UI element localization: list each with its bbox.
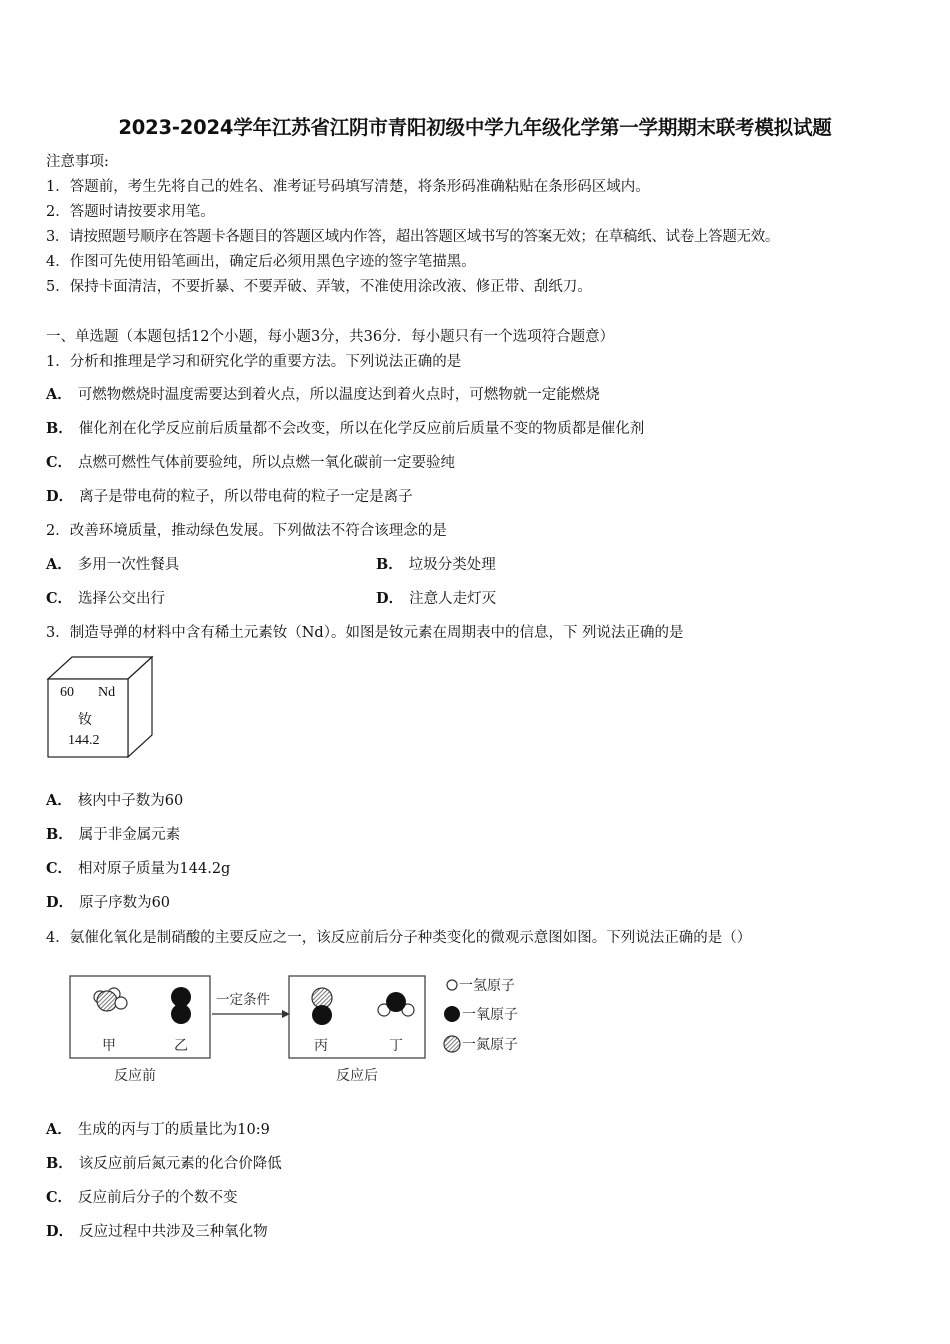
q4-option-c: C． 反应前后分子的个数不变 [46, 1189, 238, 1206]
q4-option-b: B． 该反应前后氮元素的化合价降低 [46, 1155, 282, 1172]
q2-option-c: C． 选择公交出行 [46, 590, 166, 607]
q1-option-d: D． 离子是带电荷的粒子，所以带电荷的粒子一定是离子 [46, 488, 413, 505]
q1-option-c: C． 点燃可燃性气体前要验纯，所以点燃一氧化碳前一定要验纯 [46, 454, 456, 471]
element-name: 钕 [78, 712, 92, 728]
q3-option-c: C． 相对原子质量为144.2g [46, 860, 231, 877]
notice-item: 2．答题时请按要求用笔。 [46, 204, 215, 220]
q2-option-a: A． 多用一次性餐具 [46, 556, 180, 573]
notice-item: 4．作图可先使用铅笔画出，确定后必须用黑色字迹的签字笔描黑。 [46, 254, 476, 270]
legend-oxygen: 一氧原子 [462, 1007, 518, 1023]
question-4-stem: 4．氨催化氧化是制硝酸的主要反应之一，该反应前后分子种类变化的微观示意图如图。下列说法正确的是（） [46, 930, 752, 946]
q4-option-d: D． 反应过程中共涉及三种氧化物 [46, 1223, 268, 1240]
q3-option-b: B． 属于非金属元素 [46, 826, 181, 843]
atomic-mass: 144.2 [68, 733, 100, 748]
q3-option-a: A． 核内中子数为60 [46, 792, 184, 809]
atomic-number: 60 [60, 685, 74, 700]
notice-item: 1．答题前，考生先将自己的姓名、准考证号码填写清楚，将条形码准确粘贴在条形码区域内。 [46, 179, 650, 195]
page-title: 2023-2024学年江苏省江阴市青阳初级中学九年级化学第一学期期末联考模拟试题 [118, 116, 832, 139]
reaction-condition: 一定条件 [216, 992, 270, 1008]
hydrogen-atom-legend [447, 980, 457, 990]
q4-option-a: A． 生成的丙与丁的质量比为10:9 [46, 1121, 270, 1138]
question-2-stem: 2．改善环境质量，推动绿色发展。下列做法不符合该理念的是 [46, 523, 447, 539]
q1-option-b: B． 催化剂在化学反应前后质量都不会改变，所以在化学反应前后质量不变的物质都是催化剂 [46, 420, 645, 437]
before-caption: 反应前 [114, 1068, 156, 1084]
q1-option-a: A． 可燃物燃烧时温度需要达到着火点，所以温度达到着火点时，可燃物就一定能燃烧 [46, 386, 600, 403]
nitric-oxide-molecule [312, 988, 332, 1025]
label-jia: 甲 [102, 1038, 116, 1054]
reaction-diagram [60, 968, 560, 1092]
after-box [289, 976, 425, 1058]
nitrogen-atom-legend [444, 1036, 460, 1052]
q2-option-d: D． 注意人走灯灭 [376, 590, 497, 607]
legend-hydrogen: 一氢原子 [459, 978, 515, 994]
ammonia-molecule [94, 988, 127, 1011]
q3-option-d: D． 原子序数为60 [46, 894, 171, 911]
water-molecule [378, 992, 414, 1016]
after-caption: 反应后 [336, 1068, 378, 1084]
label-ding: 丁 [389, 1038, 403, 1054]
question-1-stem: 1．分析和推理是学习和研究化学的重要方法。下列说法正确的是 [46, 354, 462, 370]
element-symbol: Nd [98, 685, 116, 700]
notice-heading: 注意事项: [46, 154, 109, 170]
legend-nitrogen: 一氮原子 [462, 1037, 518, 1053]
oxygen-molecule [171, 987, 191, 1024]
periodic-table-cell [44, 655, 156, 759]
label-yi: 乙 [174, 1038, 188, 1054]
section-heading: 一、单选题（本题包括12个小题，每小题3分，共36分．每小题只有一个选项符合题意） [46, 329, 615, 345]
q2-option-b: B． 垃圾分类处理 [376, 556, 496, 573]
question-3-stem: 3．制造导弹的材料中含有稀土元素钕（Nd）。如图是钕元素在周期表中的信息，下 列说法正确的是 [46, 625, 684, 641]
oxygen-atom-legend [444, 1006, 460, 1022]
notice-item: 5．保持卡面清洁，不要折暴、不要弄破、弄皱，不准使用涂改液、修正带、刮纸刀。 [46, 279, 592, 295]
notice-item: 3．请按照题号顺序在答题卡各题目的答题区域内作答，超出答题区域书写的答案无效；在草稿纸、试卷上答题无效。 [46, 229, 780, 245]
label-bing: 丙 [314, 1038, 328, 1054]
